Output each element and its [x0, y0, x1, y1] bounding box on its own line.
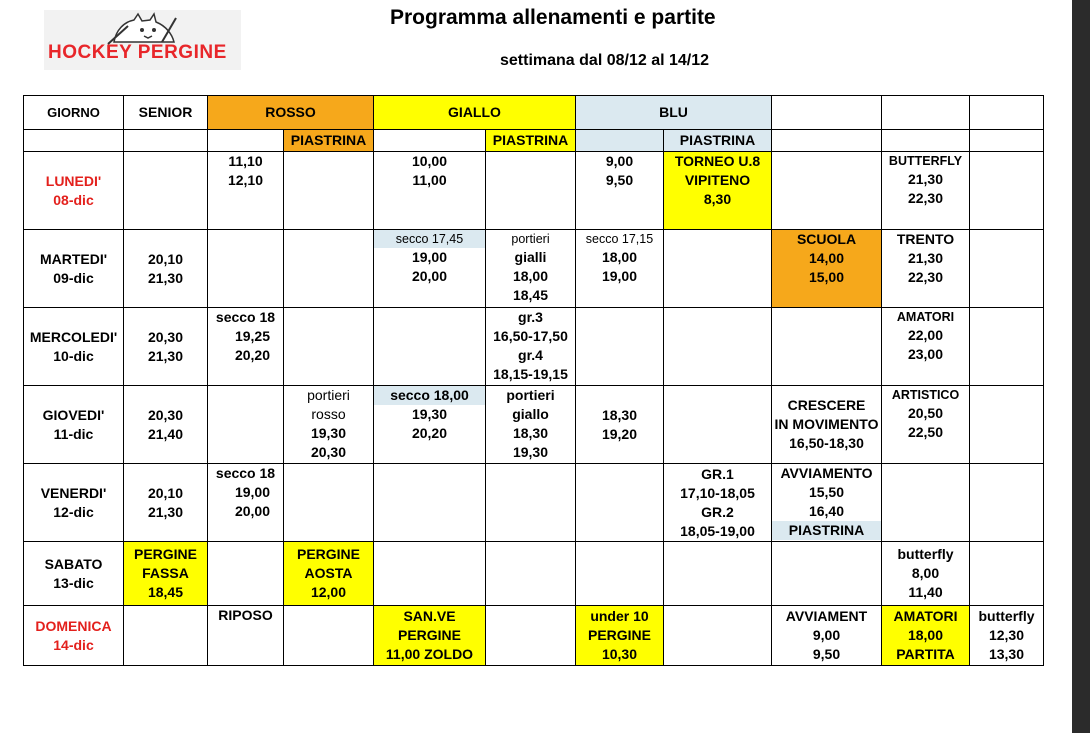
cell-col10 — [970, 308, 1044, 386]
cell-blu-piastrina — [664, 152, 772, 230]
cell-line: 21,30 — [907, 171, 944, 187]
cell-giallo — [374, 542, 486, 606]
cell-line: 20,00 — [411, 268, 448, 284]
cell-line: 19,30 — [310, 425, 347, 441]
cell-line: 12,10 — [227, 172, 264, 188]
day-name: LUNEDI' — [45, 172, 102, 189]
day-name: SABATO — [44, 555, 103, 572]
cell-rosso — [208, 386, 284, 464]
cell-giallo-piastrina — [486, 152, 576, 230]
cell-line: secco 18 — [215, 465, 276, 481]
cell-senior — [124, 542, 208, 606]
cell-line: secco 17,45 — [374, 230, 485, 248]
cell-col8 — [772, 542, 882, 606]
cell-col9 — [882, 152, 970, 230]
cell-senior — [124, 386, 208, 464]
day-cell — [24, 230, 124, 308]
header-row — [24, 96, 1044, 130]
cell-line: PERGINE — [587, 627, 651, 643]
cell-blu — [576, 606, 664, 666]
cell-col10 — [970, 230, 1044, 308]
cell-line: 13,30 — [988, 646, 1025, 662]
cell-line: PERGINE — [296, 546, 360, 562]
cell-line: 19,20 — [601, 425, 638, 442]
cell-blu — [576, 152, 664, 230]
cell-line: portieri — [506, 387, 555, 403]
header-giorno: GIORNO — [24, 96, 124, 130]
cell-giallo — [374, 606, 486, 666]
cell-blu-piastrina — [664, 542, 772, 606]
cell-senior — [124, 464, 208, 542]
cell-giallo-piastrina — [486, 308, 576, 386]
cell-line: 15,00 — [808, 269, 845, 285]
cell-line: 9,00 — [605, 153, 634, 169]
day-name: MARTEDI' — [39, 250, 108, 267]
cell-line: GR.1 — [701, 465, 734, 482]
cell-col9 — [882, 230, 970, 308]
cell-line: 23,00 — [907, 346, 944, 362]
cell-line: 10,00 — [411, 153, 448, 169]
subheader-empty — [576, 130, 664, 152]
cell-blu — [576, 308, 664, 386]
cell-rosso — [208, 464, 284, 542]
cell-col8 — [772, 152, 882, 230]
cell-line: 15,50 — [808, 484, 845, 500]
day-name: DOMENICA — [35, 617, 112, 634]
subheader-empty — [970, 130, 1044, 152]
subheader-piastrina-blu: PIASTRINA — [664, 130, 772, 152]
cell-line: 21,30 — [147, 503, 184, 520]
cell-line: PARTITA — [896, 646, 955, 662]
cell-line: 22,30 — [907, 269, 944, 285]
cell-line: PERGINE — [133, 546, 197, 562]
cell-blu — [576, 542, 664, 606]
cell-col8 — [772, 386, 882, 464]
cell-line: secco 18,00 — [374, 386, 485, 405]
day-name: GIOVEDI' — [42, 406, 105, 423]
cell-line: 18,00 — [601, 249, 638, 265]
cell-rosso-piastrina — [284, 464, 374, 542]
cell-col9 — [882, 386, 970, 464]
cell-line: 20,00 — [234, 503, 271, 519]
cell-line: AMATORI — [893, 608, 958, 624]
cell-giallo — [374, 152, 486, 230]
cell-senior — [124, 308, 208, 386]
cell-line: 20,10 — [147, 484, 184, 501]
cell-line: 11,00 — [412, 172, 447, 188]
day-date: 14-dic — [53, 636, 94, 653]
cell-line: GR.2 — [701, 503, 734, 520]
cell-line: butterfly — [978, 608, 1035, 624]
cell-line: CRESCERE — [787, 397, 866, 413]
cell-line: FASSA — [142, 565, 189, 581]
cell-line: 18,30 — [601, 406, 638, 423]
cell-col10 — [970, 386, 1044, 464]
day-date: 13-dic — [53, 574, 94, 591]
day-date: 10-dic — [53, 347, 94, 364]
cell-line: portieri — [307, 387, 350, 403]
cell-col9 — [882, 464, 970, 542]
cell-senior — [124, 606, 208, 666]
cell-giallo-piastrina — [486, 542, 576, 606]
day-name: MERCOLEDI' — [29, 328, 118, 345]
cell-col9 — [882, 308, 970, 386]
cell-line: 9,00 — [812, 627, 841, 643]
schedule-table — [23, 95, 1044, 666]
cell-rosso — [208, 230, 284, 308]
cell-col10 — [970, 464, 1044, 542]
cell-line: 21,30 — [147, 269, 184, 286]
cell-line: rosso — [311, 406, 346, 422]
cell-line: 18,00 — [907, 627, 944, 643]
cell-blu — [576, 386, 664, 464]
subheader-piastrina-rosso: PIASTRINA — [284, 130, 374, 152]
cell-col9 — [882, 606, 970, 666]
cell-line: 20,30 — [310, 444, 347, 460]
cell-line: 14,00 — [808, 250, 845, 266]
day-cell — [24, 464, 124, 542]
day-row-venerdi — [24, 464, 1044, 542]
cell-line: gialli — [514, 249, 547, 265]
cell-line: SAN.VE — [403, 608, 456, 624]
subheader-piastrina-giallo: PIASTRINA — [486, 130, 576, 152]
cell-line: AMATORI — [896, 310, 955, 324]
cell-line: 20,20 — [234, 347, 271, 363]
cell-rosso — [208, 606, 284, 666]
cell-rosso-piastrina — [284, 152, 374, 230]
cell-line: 18,05-19,00 — [680, 522, 755, 539]
cell-giallo-piastrina — [486, 464, 576, 542]
cell-blu — [576, 230, 664, 308]
cell-rosso — [208, 152, 284, 230]
cell-col10 — [970, 606, 1044, 666]
header-senior: SENIOR — [124, 96, 208, 130]
header-empty — [970, 96, 1044, 130]
window-edge — [1072, 0, 1090, 733]
cell-line: 11,00 ZOLDO — [385, 646, 474, 662]
day-cell — [24, 542, 124, 606]
cell-rosso — [208, 542, 284, 606]
cell-line: TRENTO — [896, 231, 955, 247]
cell-col8 — [772, 308, 882, 386]
cell-blu-piastrina — [664, 230, 772, 308]
cell-line: AOSTA — [304, 565, 353, 581]
day-row-domenica — [24, 606, 1044, 666]
page-title: Programma allenamenti e partite — [390, 6, 716, 29]
cell-line: SCUOLA — [796, 231, 857, 247]
cell-line: under 10 — [590, 608, 649, 624]
day-cell — [24, 152, 124, 230]
cell-line: 16,50-18,30 — [789, 435, 864, 451]
cell-line: IN MOVIMENTO — [774, 416, 879, 432]
cell-line: 18,45 — [512, 287, 549, 303]
cell-line: 19,00 — [411, 249, 448, 265]
cell-giallo — [374, 230, 486, 308]
cell-blu-piastrina — [664, 606, 772, 666]
cat-mascot-icon — [104, 12, 184, 46]
cell-line: gr.3 — [518, 309, 543, 325]
cell-line: 11,40 — [908, 584, 943, 600]
cell-line: 11,10 — [228, 153, 263, 169]
subheader-empty — [124, 130, 208, 152]
cell-senior — [124, 230, 208, 308]
cell-line: 19,30 — [411, 406, 448, 422]
cell-line: 9,50 — [605, 172, 634, 188]
cell-rosso-piastrina — [284, 542, 374, 606]
cell-line: 20,10 — [147, 250, 184, 267]
day-cell — [24, 386, 124, 464]
cell-line: 8,30 — [703, 191, 732, 207]
cell-line: BUTTERFLY — [888, 154, 963, 168]
cell-line: 20,30 — [147, 328, 184, 345]
cell-blu-piastrina — [664, 386, 772, 464]
cell-giallo — [374, 308, 486, 386]
cell-line: ARTISTICO — [891, 388, 960, 402]
cell-line: 12,30 — [988, 627, 1025, 643]
cell-line: 18,30 — [512, 425, 549, 441]
cell-col8 — [772, 230, 882, 308]
day-cell — [24, 308, 124, 386]
cell-giallo-piastrina — [486, 606, 576, 666]
cell-line: 16,40 — [808, 503, 845, 519]
day-date: 11-dic — [53, 425, 94, 442]
subheader-empty — [882, 130, 970, 152]
cell-line: RIPOSO — [218, 607, 273, 623]
cell-col8 — [772, 606, 882, 666]
header-empty — [772, 96, 882, 130]
day-date: 08-dic — [53, 191, 94, 208]
day-date: 12-dic — [53, 503, 94, 520]
day-date: 09-dic — [53, 269, 94, 286]
cell-line: 19,25 — [234, 328, 271, 344]
day-row-giovedi — [24, 386, 1044, 464]
cell-blu-piastrina — [664, 308, 772, 386]
cell-col10 — [970, 152, 1044, 230]
cell-giallo-piastrina — [486, 386, 576, 464]
cell-line: 9,50 — [812, 646, 841, 662]
cell-line: AVVIAMENTO — [780, 465, 873, 481]
logo-text: HOCKEY PERGINE — [48, 42, 227, 63]
cell-line: portieri — [511, 232, 550, 246]
subheader-empty — [772, 130, 882, 152]
cell-col9 — [882, 542, 970, 606]
cell-line: 21,30 — [907, 250, 944, 266]
cell-line: secco 17,15 — [585, 232, 654, 246]
day-row-lunedi — [24, 152, 1044, 230]
cell-line: giallo — [512, 406, 549, 422]
cell-line: butterfly — [897, 546, 954, 562]
day-cell — [24, 606, 124, 666]
cell-senior — [124, 152, 208, 230]
cell-rosso-piastrina — [284, 230, 374, 308]
cell-line: 19,30 — [512, 444, 549, 460]
header-rosso: ROSSO — [208, 96, 374, 130]
cell-line: 18,15-19,15 — [493, 366, 568, 382]
cell-rosso-piastrina — [284, 308, 374, 386]
subheader-empty — [208, 130, 284, 152]
header-blu: BLU — [576, 96, 772, 130]
subheader-empty — [374, 130, 486, 152]
cell-line: 20,50 — [907, 405, 944, 421]
day-row-sabato — [24, 542, 1044, 606]
cell-rosso — [208, 308, 284, 386]
cell-line: 8,00 — [911, 565, 940, 581]
header-empty — [882, 96, 970, 130]
cell-line: 10,30 — [601, 646, 638, 662]
cell-line: 22,50 — [907, 424, 944, 440]
cell-line: 19,00 — [234, 484, 271, 500]
cell-rosso-piastrina — [284, 386, 374, 464]
cell-line: PERGINE — [397, 627, 461, 643]
hockey-pergine-logo — [44, 10, 241, 70]
cell-line: gr.4 — [518, 347, 543, 363]
page-subtitle: settimana dal 08/12 al 14/12 — [500, 52, 710, 69]
cell-line: 18,45 — [147, 584, 184, 600]
cell-blu — [576, 464, 664, 542]
cell-line: 19,00 — [601, 268, 638, 284]
cell-line: 12,00 — [310, 584, 347, 600]
cell-line: 21,30 — [147, 347, 184, 364]
cell-line: 16,50-17,50 — [493, 328, 568, 344]
cell-rosso-piastrina — [284, 606, 374, 666]
cell-line: AVVIAMENT — [785, 608, 868, 624]
day-row-martedi — [24, 230, 1044, 308]
cell-line: 18,00 — [512, 268, 549, 284]
cell-blu-piastrina — [664, 464, 772, 542]
cell-giallo-piastrina — [486, 230, 576, 308]
cell-line: TORNEO U.8 — [674, 153, 761, 169]
header-giallo: GIALLO — [374, 96, 576, 130]
cell-line: 20,20 — [411, 425, 448, 441]
subheader-row — [24, 130, 1044, 152]
cell-line: 17,10-18,05 — [680, 484, 755, 501]
cell-line: 22,30 — [907, 190, 944, 206]
subheader-empty — [24, 130, 124, 152]
cell-giallo — [374, 386, 486, 464]
cell-line: VIPITENO — [684, 172, 751, 188]
cell-line: 22,00 — [907, 327, 944, 343]
cell-col10 — [970, 542, 1044, 606]
cell-line: secco 18 — [215, 309, 276, 325]
day-name: VENERDI' — [40, 484, 107, 501]
day-row-mercoledi — [24, 308, 1044, 386]
cell-line: 21,40 — [147, 425, 184, 442]
cell-giallo — [374, 464, 486, 542]
cell-line: 20,30 — [147, 406, 184, 423]
cell-line: PIASTRINA — [772, 521, 881, 540]
cell-col8 — [772, 464, 882, 542]
